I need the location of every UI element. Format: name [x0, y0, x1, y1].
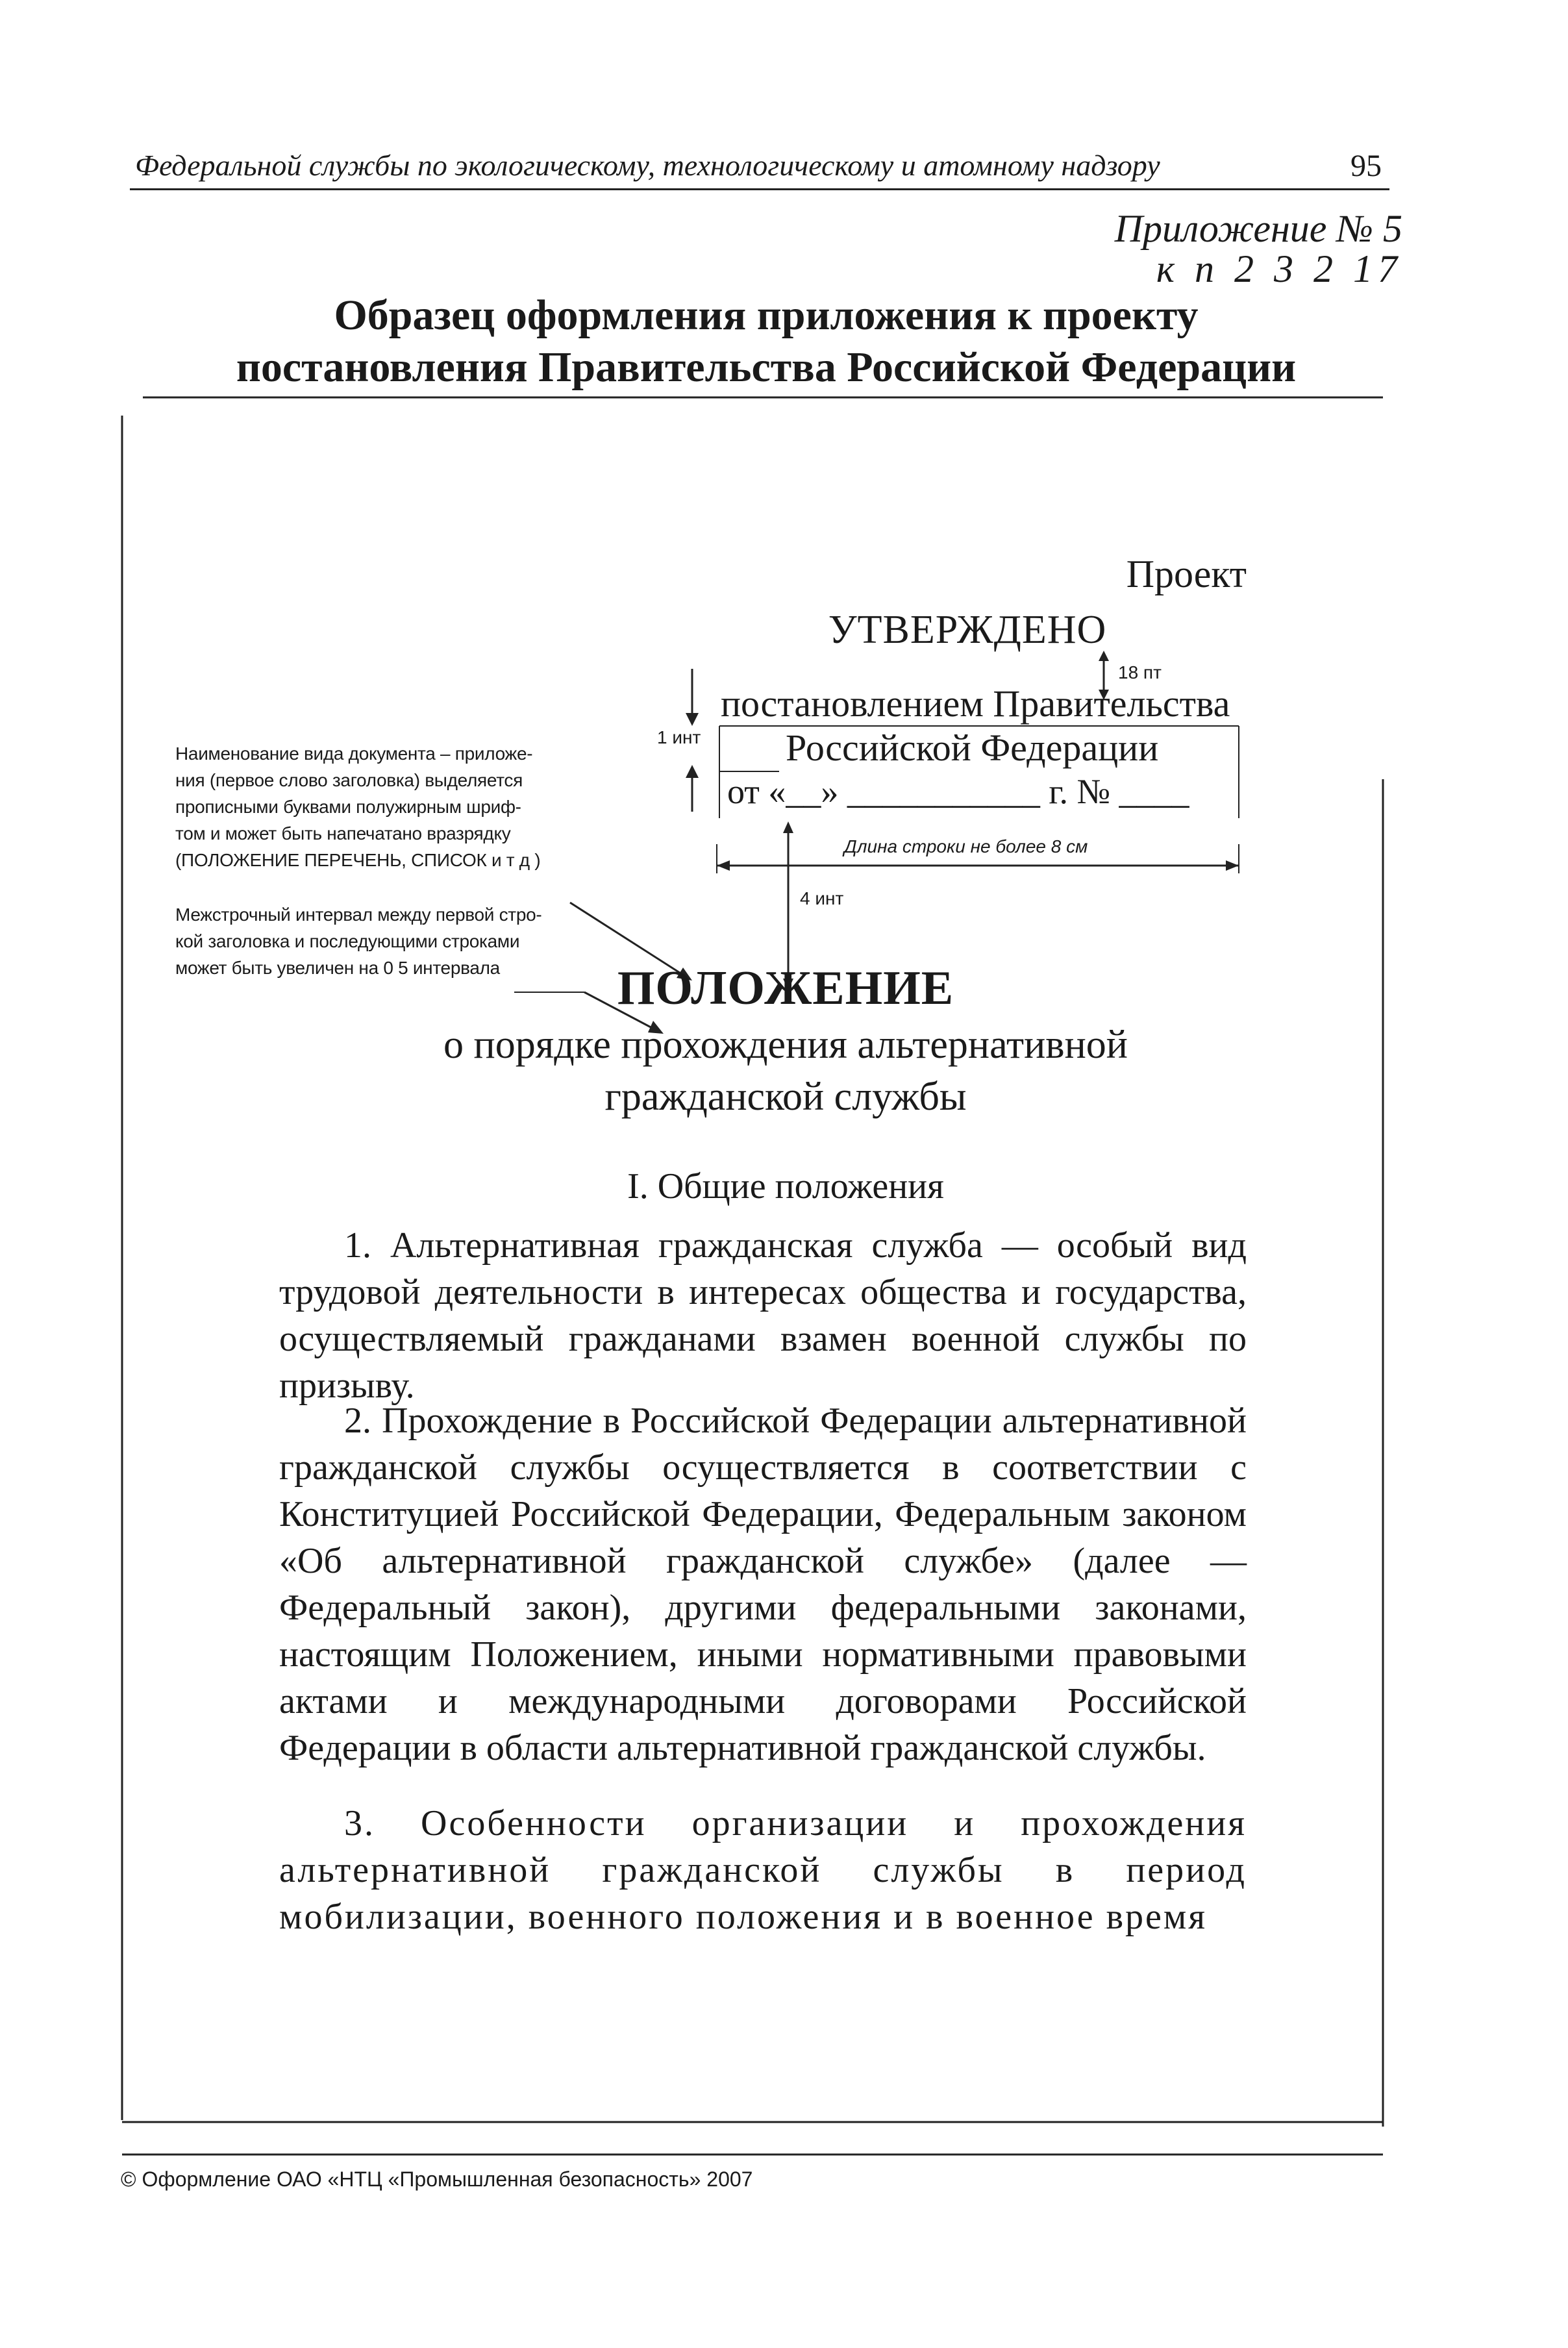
paragraph-3: 3. Особенности организации и прохождения альтернативной гражданской службы в период мобилизации, военного положения и в военное время [279, 1803, 1247, 1937]
note-line: ния (первое слово заголовка) выделяется [175, 770, 523, 790]
dim-4int-label: 4 инт [800, 888, 844, 908]
document-title-line2: гражданской службы [604, 1075, 967, 1119]
running-header: Федеральной службы по экологическому, технологическому и атомному надзору [135, 149, 1160, 182]
document-type-heading: ПОЛОЖЕНИЕ [617, 962, 954, 1015]
note-line: Наименование вида документа – приложе- [175, 743, 533, 764]
dim-length-label: Длина строки не более 8 см [844, 836, 1088, 856]
note-line: может быть увеличен на 0 5 интервала [175, 958, 500, 978]
footer-copyright: © Оформление ОАО «НТЦ «Промышленная безопасность» 2007 [121, 2167, 753, 2191]
dim-1int-label: 1 инт [657, 727, 701, 747]
approved-line3: от «__» ___________ г. № ____ [727, 772, 1189, 811]
annotation-note-uppercase [175, 740, 565, 873]
page-title-line2: постановления Правительства Российской Федерации [236, 343, 1297, 391]
section-heading: I. Общие положения [627, 1166, 944, 1206]
page-title-line1: Образец оформления приложения к проекту [334, 292, 1199, 339]
paragraph-1: 1. Альтернативная гражданская служба — особый вид трудовой деятельности в интересах общества и государства, осуществляемый гражданами взамен военной службы по призыву. [279, 1225, 1247, 1406]
approved-line1: постановлением Правительства [721, 682, 1230, 725]
note-line: (ПОЛОЖЕНИЕ ПЕРЕЧЕНЬ, СПИСОК и т д ) [175, 850, 541, 870]
appendix-label: Приложение № 5 [1114, 207, 1402, 250]
note-line: том и может быть напечатано вразрядку [175, 823, 511, 843]
approved-stamp: УТВЕРЖДЕНО [828, 608, 1107, 652]
note-line: Межстрочный интервал между первой стро- [175, 905, 542, 925]
dim-18pt-label: 18 пт [1118, 662, 1162, 682]
approved-line2: Российской Федерации [786, 727, 1159, 769]
document-title-line1: о порядке прохождения альтернативной [443, 1023, 1128, 1067]
note-line: прописными буквами полужирным шриф- [175, 797, 521, 817]
paragraph-2: 2. Прохождение в Российской Федерации альтернативной гражданской службы осуществляется в соответствии с Конституцией Российской Федерации, Федеральным законом «Об альтернативной гражданской службе» (далее — Федеральный закон), другими федеральными законами, настоящим Положением, иными нормативными правовыми актами и международными договорами Российской Федерации в области альтернативной гражданской службы. [279, 1401, 1247, 1768]
page-number: 95 [1350, 149, 1382, 183]
note-line: кой заголовка и последующими строками [175, 931, 520, 951]
draft-mark: Проект [1126, 553, 1247, 595]
appendix-ref: к п 2 3 2 17 [1156, 247, 1402, 290]
